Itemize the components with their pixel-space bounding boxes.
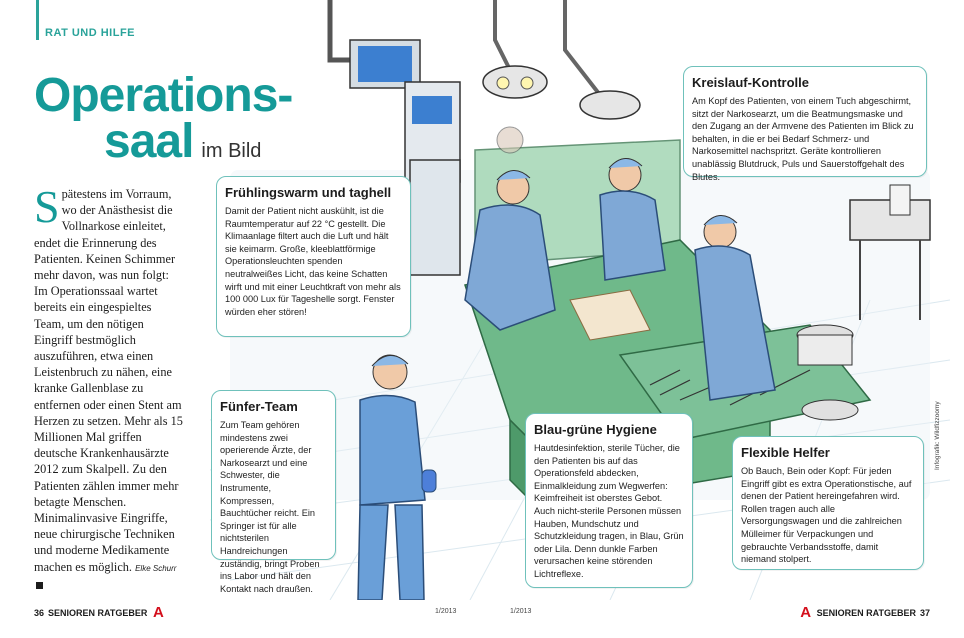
- title-line-1: Operations-: [34, 69, 293, 122]
- intro-text: [34, 181, 184, 593]
- issue-left: 1/2013: [435, 608, 457, 615]
- pharmacy-logo-icon: А: [152, 604, 164, 621]
- title-line-2-text: saal: [104, 115, 194, 168]
- infobox-title: Blau-grüne Hygiene: [534, 422, 657, 437]
- infobox-fruehlingswarm: [216, 176, 411, 337]
- issue-right: 1/2013: [510, 608, 532, 615]
- infobox-fuenfer-team: [211, 390, 336, 594]
- end-mark-icon: [36, 582, 43, 589]
- infobox-title: Flexible Helfer: [741, 445, 830, 460]
- magazine-name-left: SENIOREN RATGEBER: [48, 608, 148, 618]
- infobox-kreislauf: [683, 66, 927, 182]
- magazine-name-right: SENIOREN RATGEBER: [816, 608, 916, 618]
- infobox-text: Ob Bauch, Bein oder Kopf: Für jeden Eingriff gibt es extra Operationstische, auf denen der Patient hereingefahren wird. Rollen tragen auch alle Versorgungswagen und die zahlreichen Mülleimer für Verpackungen und gebrauchte Verbandsstoffe, damit niemand stolpert.: [741, 466, 912, 565]
- infobox-text: Zum Team gehören mindestens zwei operierende Ärzte, der Narkosearzt und eine Schwester, die Instrumente, Kompressen, Bauchtücher reicht. Ein Springer ist für alle nichtsterilen Handreichungen zuständig, bringt Proben ins Labor und hält den Kontakt nach draußen.: [220, 420, 320, 594]
- footer-left: [34, 606, 165, 620]
- title-subtitle: im Bild: [201, 140, 262, 162]
- page-number-right: 37: [919, 608, 930, 618]
- infobox-flexible-helfer: [732, 436, 924, 570]
- infobox-hygiene: [525, 413, 693, 588]
- infobox-text: Damit der Patient nicht auskühlt, ist die Raumtemperatur auf 22 °C gestellt. Die Klimaanlage filtert auch die Luft und hält sie keimarm. Große, kleeblattförmige Operationsleuchten spenden neutralweißes Licht, das keine Schatten wirft und mit einer Leuchtkraft von mehr als 100 000 Lux für Tageshelle sorgt. Fenster würden eher stören!: [225, 206, 401, 317]
- section-rubric: RAT UND HILFE: [36, 0, 135, 40]
- drop-cap: S: [34, 181, 60, 232]
- infobox-title: Frühlingswarm und taghell: [225, 185, 392, 200]
- illustration-credit: Infografik: Wildfizzoomy: [934, 401, 941, 470]
- author-name: Elke Schurr: [135, 563, 177, 573]
- footer-right: [799, 606, 930, 620]
- infobox-text: Am Kopf des Patienten, von einem Tuch abgeschirmt, sitzt der Narkosearzt, um die Beatmungsmaske und den Zugang an der Armvene des Patienten im Blick zu behalten, in die er bei Bedarf Schmerz- und Narkosemittel nachspritzt. Geräte kontrollieren unablässig Blutdruck, Puls und Sauerstoffgehalt des Blutes.: [692, 96, 914, 182]
- intro-body: pätestens im Vorraum, wo der Anästhesist die Vollnarkose einleitet, endet die Erinnerung des Patienten. Keinen Schimmer mehr davon, was nun folgt: Im Operationssaal wartet bereits ein eingespieltes Team, um den nötigen Eingriff bestmöglich auszuführen, etwa einen Leistenbruch zu nähen, eine kranke Gallenblase zu entfernen oder einen Stent am Herzen zu setzen. Mehr als 15 Millionen Mal griffen deutsche Krankenhausärzte 2012 zum Skalpell. Zu den Patienten zählen immer mehr betagte Menschen. Minimalinvasive Eingriffe, neue chirurgische Techniken und moderne Medikamente machen es möglich.: [34, 187, 183, 574]
- infobox-text: Hautdesinfektion, sterile Tücher, die den Patienten bis auf das Operationsfeld abdecken, Einmalkleidung zum Wegwerfen: Keimfreiheit ist oberstes Gebot. Auch nicht-sterile Personen müssen Hauben, Mundschutz und Schutzkleidung tragen, in Blau, Grün oder Lila. Denn dunkle Farben verursachen keine störenden Lichtreflexe.: [534, 443, 684, 579]
- page-number-left: 36: [34, 608, 45, 618]
- pharmacy-logo-icon: А: [800, 604, 812, 621]
- infobox-title: Fünfer-Team: [220, 399, 298, 414]
- infobox-title: Kreislauf-Kontrolle: [692, 75, 810, 90]
